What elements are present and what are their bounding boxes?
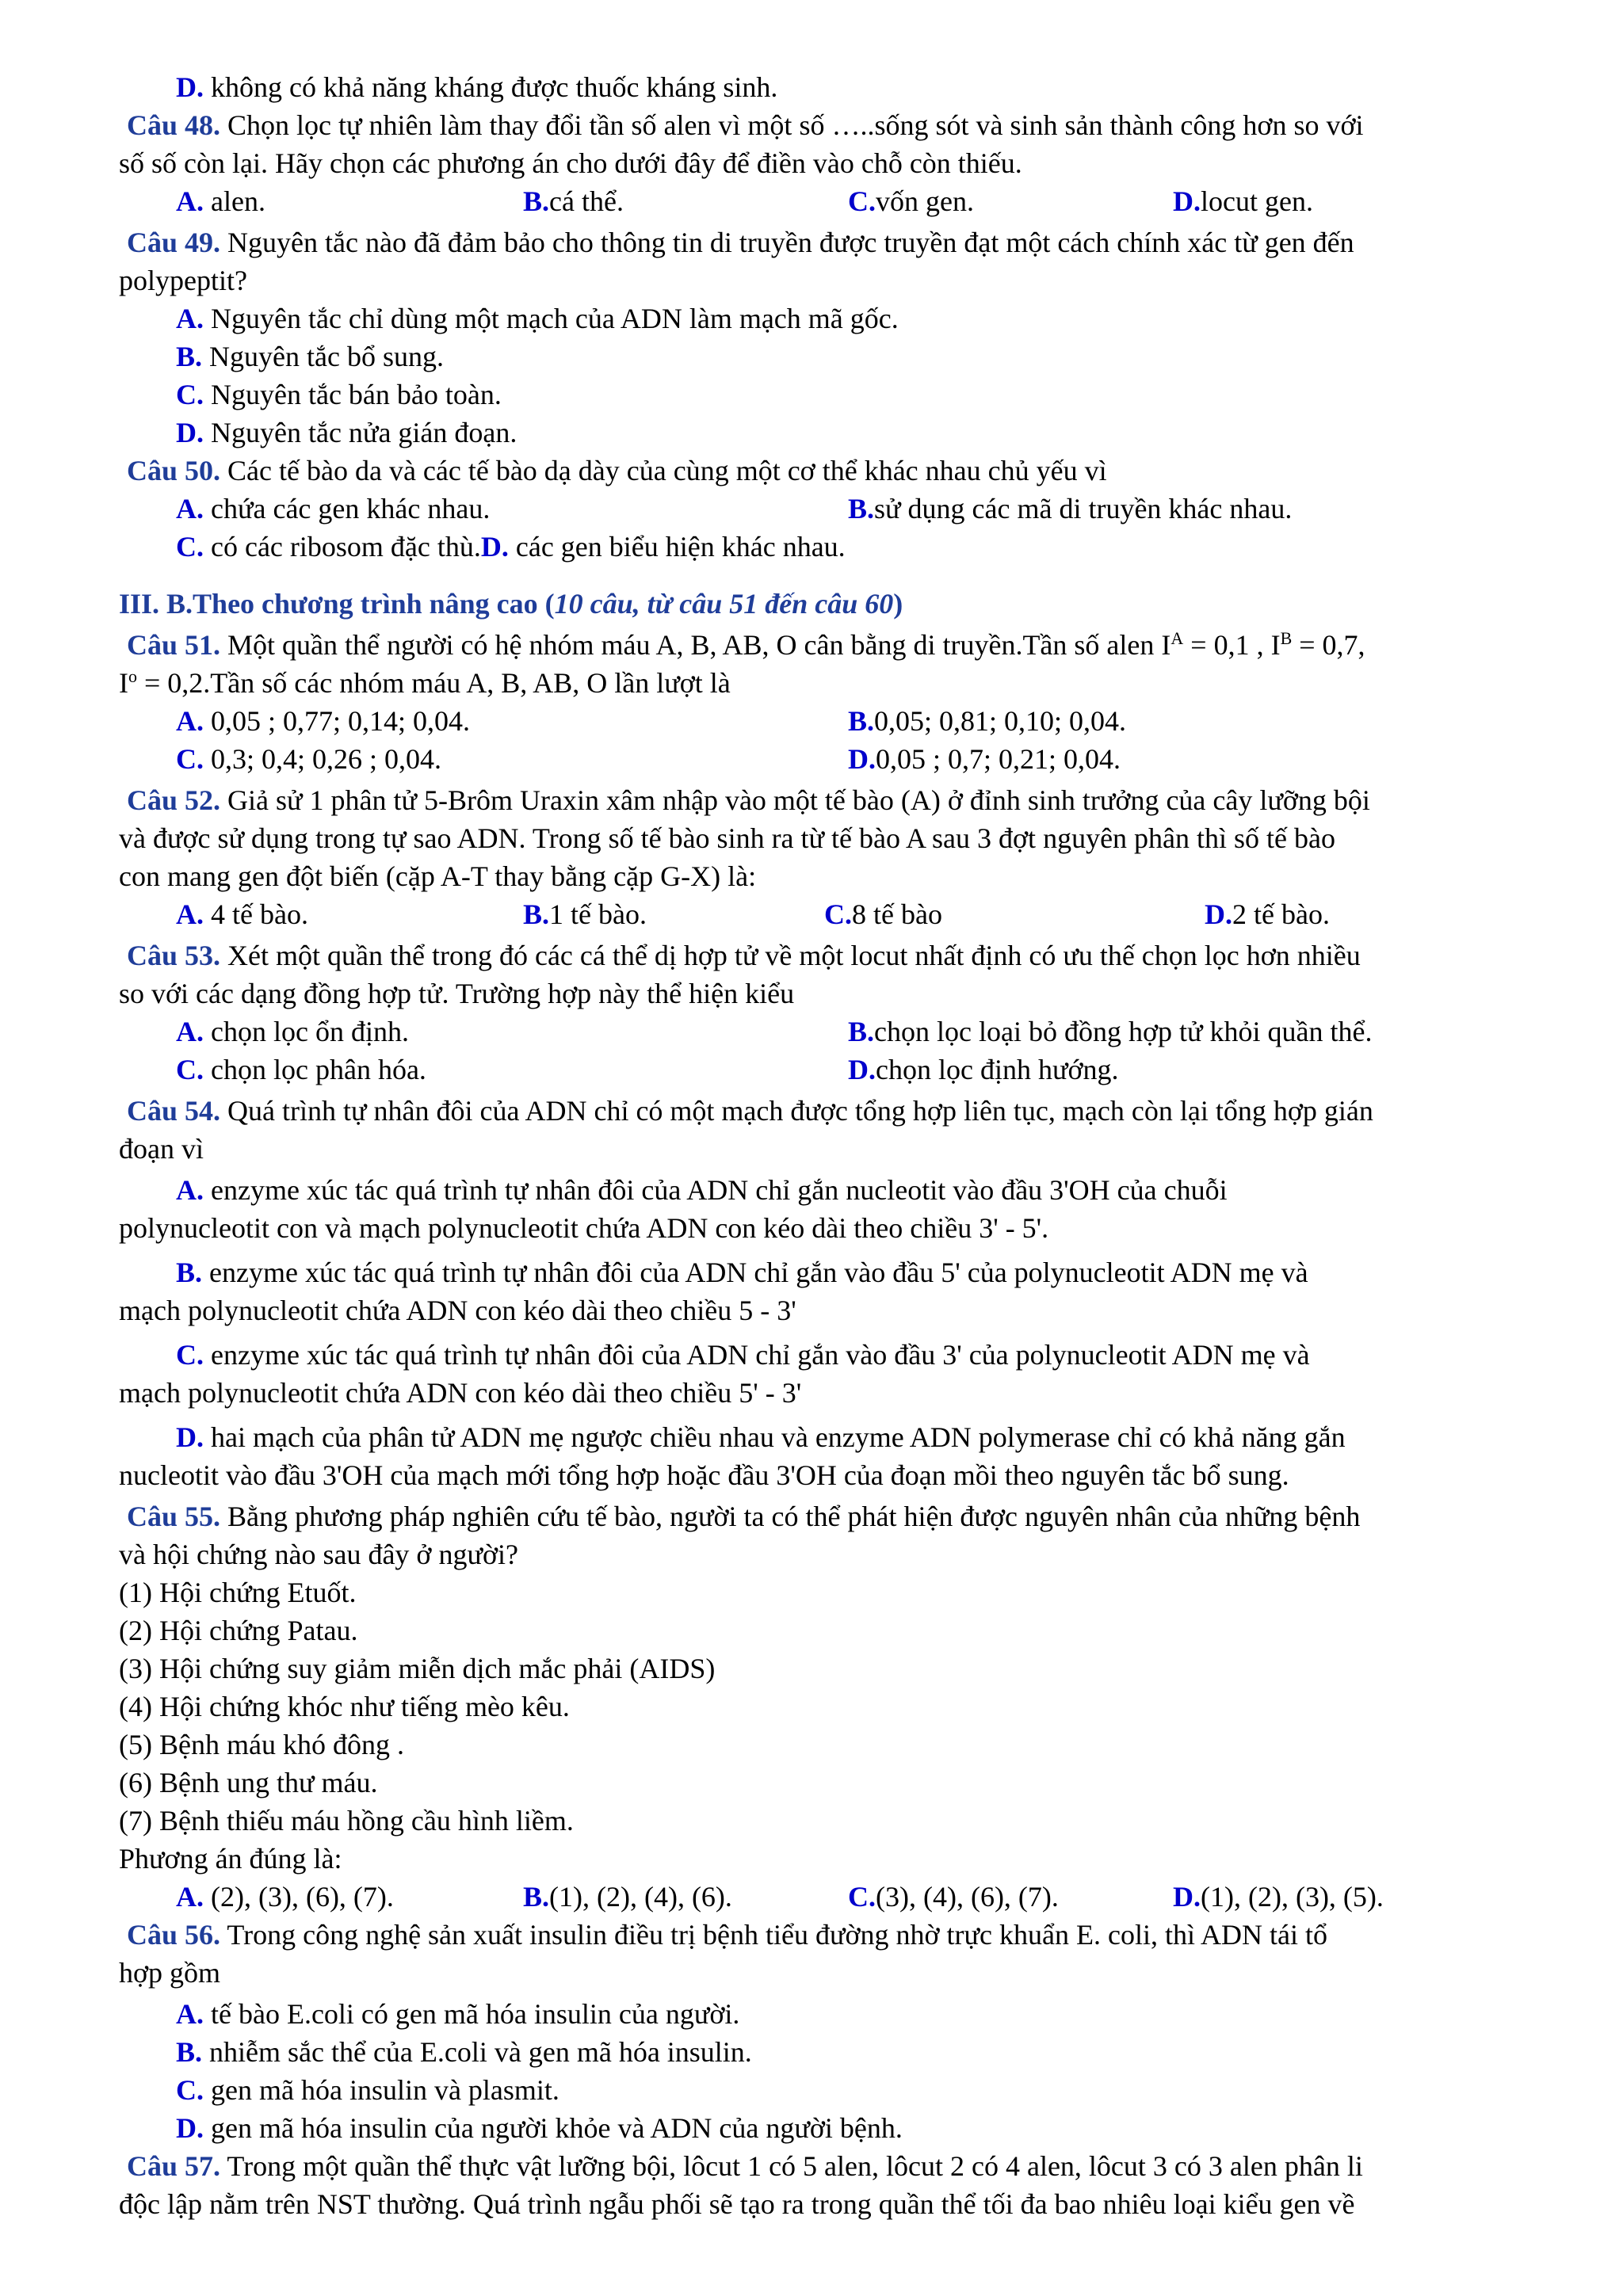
text-segment: mạch polynucleotit chứa ADN con kéo dài theo chiều 5 - 3' xyxy=(119,1295,796,1326)
option-letter: B. xyxy=(176,2036,203,2068)
text-segment: hai mạch của phân tử ADN mẹ ngược chiều nhau và enzyme ADN polymerase chỉ có khả năng gắn xyxy=(204,1421,1346,1453)
text-segment: chọn lọc định hướng. xyxy=(876,1054,1119,1085)
text-segment: Trong một quần thể thực vật lưỡng bội, lôcut 1 có 5 alen, lôcut 2 có 4 alen, lôcut 3 có 3 alen phân li xyxy=(220,2150,1363,2182)
text-segment: vốn gen. xyxy=(876,185,974,217)
text-segment: enzyme xúc tác quá trình tự nhân đôi của ADN chỉ gắn vào đầu 3' của polynucleotit ADN mẹ và xyxy=(204,1339,1310,1371)
text-segment: Một quần thể người có hệ nhóm máu A, B, AB, O cân bằng di truyền.Tần số alen I xyxy=(220,629,1171,661)
text-segment: và được sử dụng trong tự sao ADN. Trong số tế bào sinh ra từ tế bào A sau 3 đợt nguyên phân thì số tế bào xyxy=(119,822,1335,854)
text-line xyxy=(119,1955,220,1990)
text-segment: Chọn lọc tự nhiên làm thay đổi tần số alen vì một số …..sống sót và sinh sản thành công hơn so với xyxy=(220,109,1364,141)
text-segment: (5) Bệnh máu khó đông . xyxy=(119,1729,404,1760)
question-number: Câu 51. xyxy=(127,629,221,661)
text-segment: con mang gen đột biến (cặp A-T thay bằng cặp G-X) là: xyxy=(119,860,757,892)
text-line xyxy=(176,1879,1384,1914)
text-line xyxy=(176,1337,1310,1372)
text-segment: 0,05; 0,81; 0,10; 0,04. xyxy=(874,705,1127,737)
text-segment: độc lập nằm trên NST thường. Quá trình ngẫu phối sẽ tạo ra trong quần thể tối đa bao nhiêu loại kiểu gen về xyxy=(119,2188,1355,2220)
text-line xyxy=(176,2035,752,2069)
text-segment: chọn lọc ổn định. xyxy=(204,1016,409,1047)
text-segment: Trong công nghệ sản xuất insulin điều trị bệnh tiểu đường nhờ trực khuẩn E. coli, thì ADN tái tổ xyxy=(220,1919,1327,1951)
option-letter: A. xyxy=(176,185,204,217)
text-line xyxy=(119,859,756,894)
option-letter: D. xyxy=(848,743,876,775)
option-letter: C. xyxy=(848,1881,876,1913)
option-letter: D. xyxy=(1173,185,1201,217)
text-segment: = 0,1 , I xyxy=(1183,629,1281,661)
option-letter: C. xyxy=(848,185,876,217)
text-line xyxy=(176,1014,1373,1049)
text-segment: (3) Hội chứng suy giảm miễn dịch mắc phải (AIDS) xyxy=(119,1653,716,1684)
text-line xyxy=(119,821,1335,856)
option-letter: D. xyxy=(1173,1881,1201,1913)
text-segment: A xyxy=(1170,628,1184,648)
text-segment: Nguyên tắc bổ sung. xyxy=(202,341,444,372)
text-segment: cá thể. xyxy=(549,185,624,217)
text-line xyxy=(176,339,444,374)
text-line xyxy=(127,225,1354,260)
text-segment: Xét một quần thể trong đó các cá thể dị hợp tử về một locut nhất định có ưu thế chọn lọc hơn nhiều xyxy=(220,940,1361,971)
option-letter: A. xyxy=(176,1016,204,1047)
text-line xyxy=(176,742,1121,776)
option-letter: C. xyxy=(176,2074,204,2106)
text-line xyxy=(176,1997,739,2031)
text-line xyxy=(119,976,794,1011)
option-letter: D. xyxy=(1205,898,1232,930)
option-letter: B. xyxy=(848,1016,875,1047)
text-line xyxy=(127,1093,1373,1128)
option-letter: C. xyxy=(176,1339,204,1371)
text-line xyxy=(119,1293,796,1328)
text-segment: sử dụng các mã di truyền khác nhau. xyxy=(874,493,1293,524)
text-line xyxy=(176,1052,1119,1087)
text-line xyxy=(127,1917,1327,1952)
text-segment: số số còn lại. Hãy chọn các phương án cho dưới đây để điền vào chỗ còn thiếu. xyxy=(119,147,1022,179)
text-segment: Nguyên tắc nào đã đảm bảo cho thông tin di truyền được truyền đạt một cách chính xác từ gen đến xyxy=(220,227,1354,258)
text-line xyxy=(119,2187,1355,2222)
text-segment: mạch polynucleotit chứa ADN con kéo dài theo chiều 5' - 3' xyxy=(119,1377,802,1409)
text-segment: 8 tế bào xyxy=(852,898,942,930)
text-segment: 0,05 ; 0,7; 0,21; 0,04. xyxy=(876,743,1121,775)
text-line xyxy=(176,70,777,105)
text-segment: 1 tế bào. xyxy=(549,898,647,930)
text-line xyxy=(127,453,1107,488)
text-segment: 4 tế bào. xyxy=(204,898,308,930)
text-segment: 0,3; 0,4; 0,26 ; 0,04. xyxy=(204,743,442,775)
option-letter: A. xyxy=(176,1998,204,2030)
question-number: Câu 50. xyxy=(127,455,221,486)
text-line xyxy=(119,1575,356,1610)
option-letter: B. xyxy=(848,493,875,524)
text-line xyxy=(127,108,1364,143)
option-letter: A. xyxy=(176,898,204,930)
text-line xyxy=(119,1131,204,1166)
text-segment: gen mã hóa insulin và plasmit. xyxy=(204,2074,559,2106)
text-line xyxy=(176,1420,1346,1455)
text-line xyxy=(176,1255,1308,1290)
text-segment: Nguyên tắc bán bảo toàn. xyxy=(204,379,502,410)
option-letter: C. xyxy=(176,743,204,775)
text-line xyxy=(119,1803,574,1838)
text-segment: 10 câu, từ câu 51 đến câu 60 xyxy=(554,588,894,620)
text-segment: = 0,7, xyxy=(1292,629,1365,661)
text-line xyxy=(119,1841,342,1876)
text-segment: (4) Hội chứng khóc như tiếng mèo kêu. xyxy=(119,1691,570,1722)
text-segment: không có khả năng kháng được thuốc kháng sinh. xyxy=(204,71,778,103)
text-segment: o xyxy=(128,666,137,686)
option-letter: A. xyxy=(176,1174,204,1206)
question-number: Câu 48. xyxy=(127,109,221,141)
text-line xyxy=(119,666,731,700)
text-line xyxy=(176,2073,559,2107)
text-segment: tế bào E.coli có gen mã hóa insulin của người. xyxy=(204,1998,740,2030)
text-line xyxy=(127,627,1365,662)
option-letter: C. xyxy=(176,379,204,410)
text-segment: B xyxy=(1280,628,1293,648)
text-line xyxy=(176,415,517,450)
text-line xyxy=(176,529,846,564)
text-segment: (7) Bệnh thiếu máu hồng cầu hình liềm. xyxy=(119,1805,574,1836)
option-letter: B. xyxy=(176,1257,203,1288)
text-segment: 2 tế bào. xyxy=(1232,898,1330,930)
text-segment: polypeptit? xyxy=(119,265,247,296)
text-line xyxy=(119,146,1022,181)
option-letter: D. xyxy=(480,531,509,563)
text-segment: (1), (2), (4), (6). xyxy=(549,1881,732,1913)
text-segment: (2) Hội chứng Patau. xyxy=(119,1615,358,1646)
text-segment: nhiễm sắc thể của E.coli và gen mã hóa insulin. xyxy=(202,2036,752,2068)
option-letter: B. xyxy=(523,185,550,217)
text-segment: = 0,2.Tần số các nhóm máu A, B, AB, O lần lượt là xyxy=(137,667,731,699)
option-letter: D. xyxy=(176,2112,204,2144)
question-number: Câu 53. xyxy=(127,940,221,971)
text-segment: polynucleotit con và mạch polynucleotit chứa ADN con kéo dài theo chiều 3' - 5'. xyxy=(119,1212,1049,1244)
text-line xyxy=(176,491,1293,526)
text-segment: (6) Bệnh ung thư máu. xyxy=(119,1767,378,1798)
text-line xyxy=(119,1689,570,1724)
text-segment: enzyme xúc tác quá trình tự nhân đôi của ADN chỉ gắn nucleotit vào đầu 3'OH của chuỗi xyxy=(204,1174,1228,1206)
text-segment: Giả sử 1 phân tử 5-Brôm Uraxin xâm nhập vào một tế bào (A) ở đỉnh sinh trưởng của cây lưỡng bội xyxy=(220,784,1370,816)
text-segment: nucleotit vào đầu 3'OH của mạch mới tổng hợp hoặc đầu 3'OH của đoạn mồi theo nguyên tắc bổ sung. xyxy=(119,1459,1289,1491)
text-segment: các gen biểu hiện khác nhau. xyxy=(508,531,846,563)
text-segment: (3), (4), (6), (7). xyxy=(876,1881,1059,1913)
text-segment: Bằng phương pháp nghiên cứu tế bào, người ta có thể phát hiện được nguyên nhân của những bệnh xyxy=(220,1501,1361,1532)
text-segment: alen. xyxy=(204,185,265,217)
text-segment: III. xyxy=(119,588,160,620)
text-line xyxy=(127,938,1361,973)
option-letter: A. xyxy=(176,493,204,524)
option-letter: C. xyxy=(176,1054,204,1085)
question-number: Câu 54. xyxy=(127,1095,221,1127)
text-line xyxy=(176,377,502,412)
text-line xyxy=(119,263,247,298)
text-line xyxy=(176,1173,1228,1207)
text-line xyxy=(127,1499,1360,1534)
text-line xyxy=(176,2111,903,2145)
option-letter: A. xyxy=(176,1881,204,1913)
text-line xyxy=(119,1537,518,1572)
text-segment: B.Theo chương trình nâng cao ( xyxy=(159,588,555,620)
text-line xyxy=(119,1727,404,1762)
option-letter: D. xyxy=(176,417,204,448)
option-letter: C. xyxy=(176,531,204,563)
question-number: Câu 56. xyxy=(127,1919,221,1951)
text-segment: ) xyxy=(893,588,903,620)
text-segment: I xyxy=(119,667,128,699)
text-line xyxy=(119,1211,1048,1245)
text-segment: Phương án đúng là: xyxy=(119,1843,342,1875)
text-line xyxy=(119,1613,357,1648)
text-segment: đoạn vì xyxy=(119,1133,204,1165)
text-segment: Quá trình tự nhân đôi của ADN chỉ có một mạch được tổng hợp liên tục, mạch còn lại tổng hợp gián xyxy=(220,1095,1373,1127)
text-line xyxy=(176,704,1127,738)
text-line xyxy=(127,783,1370,818)
text-segment: so với các dạng đồng hợp tử. Trường hợp này thể hiện kiểu xyxy=(119,978,795,1009)
option-letter: A. xyxy=(176,705,204,737)
text-line xyxy=(127,2149,1363,2183)
option-letter: D. xyxy=(176,71,204,103)
question-number: Câu 52. xyxy=(127,784,221,816)
text-segment: chọn lọc phân hóa. xyxy=(204,1054,426,1085)
text-segment: Nguyên tắc chỉ dùng một mạch của ADN làm mạch mã gốc. xyxy=(204,303,899,334)
text-segment: chứa các gen khác nhau. xyxy=(204,493,491,524)
text-line xyxy=(176,897,1330,932)
text-line xyxy=(119,1651,715,1686)
text-segment: 0,05 ; 0,77; 0,14; 0,04. xyxy=(204,705,471,737)
text-line xyxy=(119,1458,1289,1493)
option-letter: B. xyxy=(523,898,550,930)
option-letter: D. xyxy=(848,1054,876,1085)
text-segment: enzyme xúc tác quá trình tự nhân đôi của ADN chỉ gắn vào đầu 5' của polynucleotit ADN mẹ và xyxy=(202,1257,1308,1288)
question-number: Câu 49. xyxy=(127,227,221,258)
option-letter: B. xyxy=(523,1881,550,1913)
text-segment: có các ribosom đặc thù. xyxy=(204,531,481,563)
option-letter: B. xyxy=(848,705,875,737)
text-segment: Các tế bào da và các tế bào dạ dày của cùng một cơ thể khác nhau chủ yếu vì xyxy=(220,455,1107,486)
text-segment: gen mã hóa insulin của người khỏe và ADN của người bệnh. xyxy=(204,2112,903,2144)
text-line xyxy=(176,184,1313,219)
option-letter: C. xyxy=(824,898,852,930)
text-segment: (1), (2), (3), (5). xyxy=(1201,1881,1384,1913)
text-segment: (1) Hội chứng Etuốt. xyxy=(119,1577,357,1608)
text-segment: (2), (3), (6), (7). xyxy=(204,1881,394,1913)
text-line xyxy=(119,1375,801,1410)
text-segment: Nguyên tắc nửa gián đoạn. xyxy=(204,417,517,448)
option-letter: D. xyxy=(176,1421,204,1453)
option-letter: A. xyxy=(176,303,204,334)
text-line xyxy=(119,586,903,621)
question-number: Câu 57. xyxy=(127,2150,221,2182)
text-segment: hợp gồm xyxy=(119,1957,221,1989)
text-segment: và hội chứng nào sau đây ở người? xyxy=(119,1539,518,1570)
text-line xyxy=(176,301,899,336)
option-letter: B. xyxy=(176,341,203,372)
text-line xyxy=(119,1765,377,1800)
text-segment: chọn lọc loại bỏ đồng hợp tử khỏi quần thể. xyxy=(874,1016,1373,1047)
question-number: Câu 55. xyxy=(127,1501,221,1532)
text-segment: locut gen. xyxy=(1201,185,1313,217)
